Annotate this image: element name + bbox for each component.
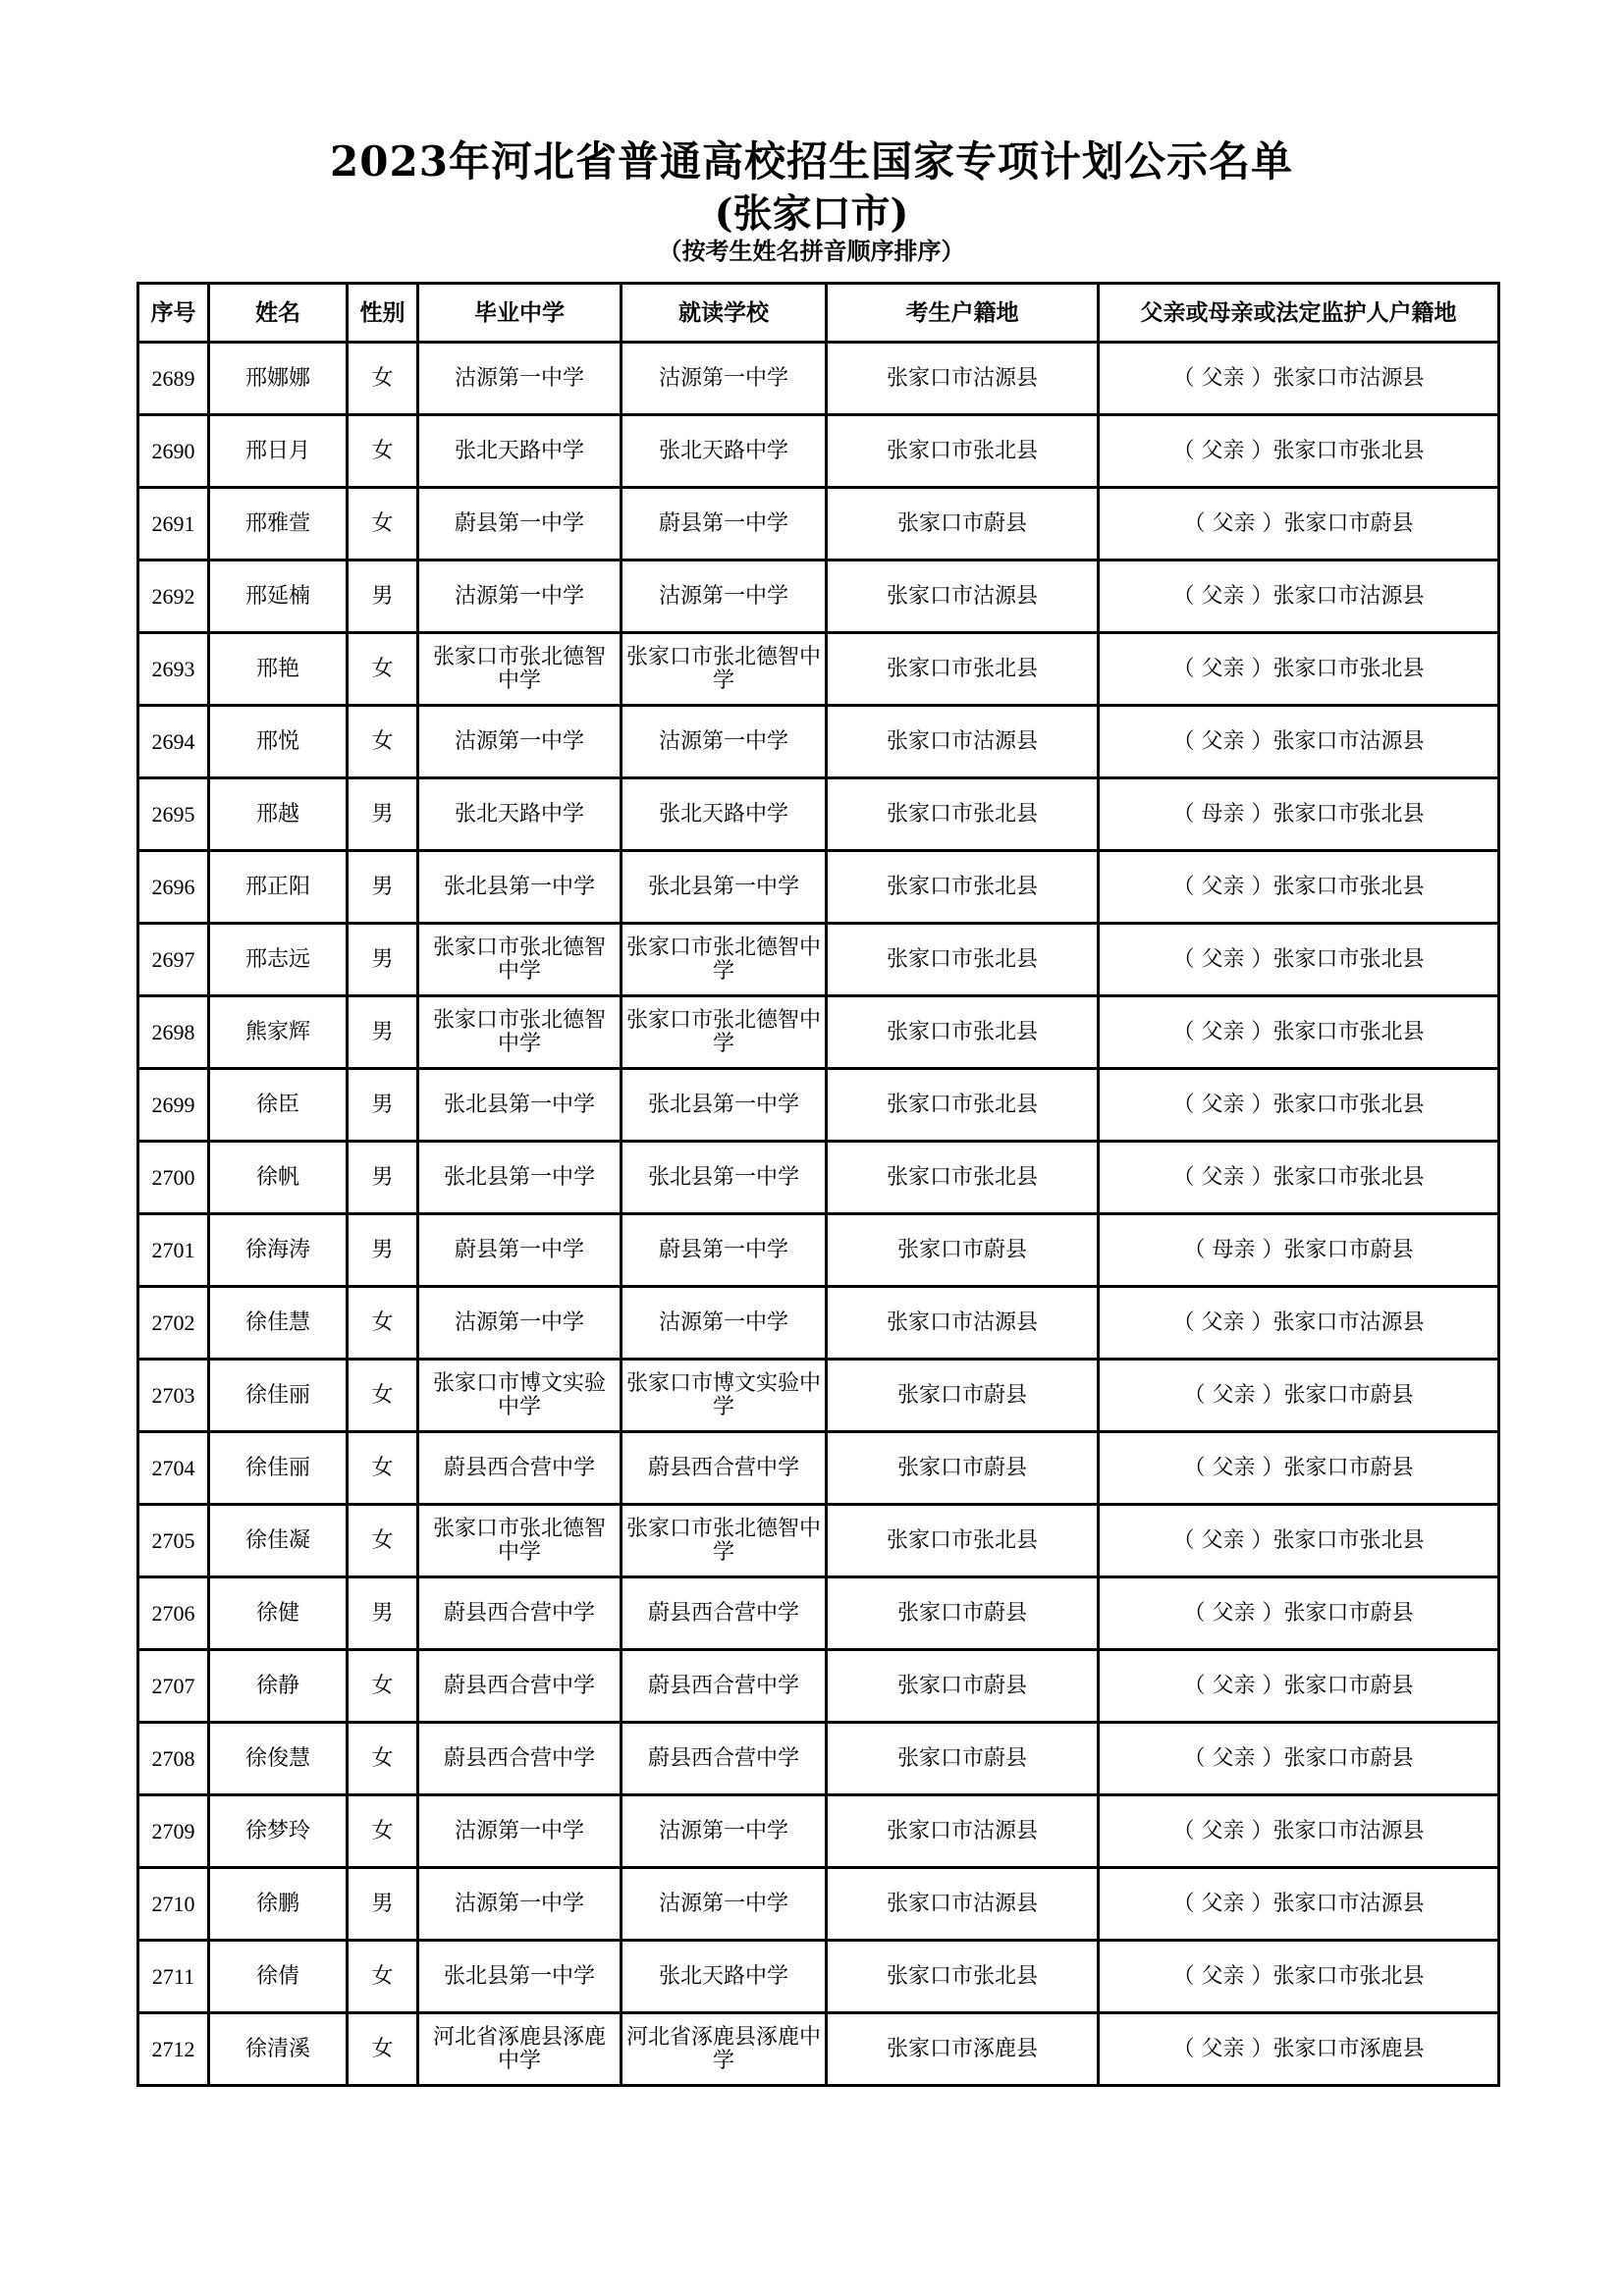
table-row	[138, 1650, 1499, 1723]
cell-gender: 男	[348, 1142, 418, 1214]
cell-gender: 女	[348, 1650, 418, 1723]
cell-graduation-school: 蔚县西合营中学	[418, 1650, 622, 1723]
cell-student-residence: 张家口市张北县	[827, 1505, 1099, 1577]
table-row	[138, 633, 1499, 706]
cell-serial-number: 2711	[138, 1941, 209, 2013]
cell-graduation-school: 沽源第一中学	[418, 343, 622, 415]
cell-gender: 男	[348, 924, 418, 996]
table-row	[138, 488, 1499, 561]
cell-gender: 女	[348, 1432, 418, 1505]
document-title: 2023年河北省普通高校招生国家专项计划公示名单	[330, 137, 1293, 186]
cell-current-school: 沽源第一中学	[622, 1868, 827, 1941]
cell-guardian-residence: （ 父亲 ）张家口市张北县	[1099, 1069, 1499, 1142]
cell-guardian-residence: （ 父亲 ）张家口市张北县	[1099, 924, 1499, 996]
cell-graduation-school: 沽源第一中学	[418, 1287, 622, 1360]
cell-name: 徐清溪	[209, 2013, 348, 2086]
cell-graduation-school: 张家口市张北德智中学	[418, 996, 622, 1069]
cell-guardian-residence: （ 父亲 ）张家口市蔚县	[1099, 1432, 1499, 1505]
cell-guardian-residence: （ 父亲 ）张家口市沽源县	[1099, 1795, 1499, 1868]
cell-serial-number: 2695	[138, 778, 209, 851]
cell-serial-number: 2689	[138, 343, 209, 415]
cell-guardian-residence: （ 父亲 ）张家口市蔚县	[1099, 1577, 1499, 1650]
cell-name: 徐佳丽	[209, 1360, 348, 1432]
cell-graduation-school: 蔚县第一中学	[418, 1214, 622, 1287]
header-current-school: 就读学校	[622, 284, 827, 343]
table-row	[138, 924, 1499, 996]
cell-gender: 男	[348, 1214, 418, 1287]
document-subtitle: (张家口市)	[714, 190, 909, 237]
cell-gender: 女	[348, 2013, 418, 2086]
cell-gender: 女	[348, 1795, 418, 1868]
cell-student-residence: 张家口市蔚县	[827, 1214, 1099, 1287]
cell-current-school: 张北天路中学	[622, 415, 827, 488]
cell-guardian-residence: （ 母亲 ）张家口市张北县	[1099, 778, 1499, 851]
header-student-residence: 考生户籍地	[827, 284, 1099, 343]
cell-serial-number: 2710	[138, 1868, 209, 1941]
cell-serial-number: 2690	[138, 415, 209, 488]
cell-name: 邢娜娜	[209, 343, 348, 415]
header-guardian-residence: 父亲或母亲或法定监护人户籍地	[1099, 284, 1499, 343]
cell-guardian-residence: （ 父亲 ）张家口市张北县	[1099, 1941, 1499, 2013]
table-row	[138, 1214, 1499, 1287]
cell-serial-number: 2703	[138, 1360, 209, 1432]
cell-serial-number: 2705	[138, 1505, 209, 1577]
cell-serial-number: 2700	[138, 1142, 209, 1214]
cell-student-residence: 张家口市张北县	[827, 924, 1099, 996]
cell-gender: 女	[348, 1723, 418, 1795]
table-row	[138, 1795, 1499, 1868]
cell-student-residence: 张家口市沽源县	[827, 561, 1099, 633]
cell-student-residence: 张家口市沽源县	[827, 706, 1099, 778]
cell-serial-number: 2699	[138, 1069, 209, 1142]
cell-student-residence: 张家口市蔚县	[827, 1723, 1099, 1795]
cell-graduation-school: 河北省涿鹿县涿鹿中学	[418, 2013, 622, 2086]
cell-guardian-residence: （ 父亲 ）张家口市蔚县	[1099, 1360, 1499, 1432]
table-row	[138, 706, 1499, 778]
cell-graduation-school: 张北天路中学	[418, 415, 622, 488]
cell-student-residence: 张家口市张北县	[827, 778, 1099, 851]
cell-gender: 男	[348, 1577, 418, 1650]
table-row	[138, 1577, 1499, 1650]
cell-guardian-residence: （ 父亲 ）张家口市沽源县	[1099, 561, 1499, 633]
cell-name: 邢志远	[209, 924, 348, 996]
cell-guardian-residence: （ 父亲 ）张家口市张北县	[1099, 851, 1499, 924]
cell-guardian-residence: （ 父亲 ）张家口市涿鹿县	[1099, 2013, 1499, 2086]
cell-graduation-school: 沽源第一中学	[418, 1868, 622, 1941]
cell-serial-number: 2693	[138, 633, 209, 706]
table-row	[138, 778, 1499, 851]
cell-graduation-school: 蔚县西合营中学	[418, 1432, 622, 1505]
cell-name: 徐佳丽	[209, 1432, 348, 1505]
cell-graduation-school: 蔚县西合营中学	[418, 1723, 622, 1795]
cell-graduation-school: 张家口市张北德智中学	[418, 633, 622, 706]
cell-student-residence: 张家口市蔚县	[827, 1360, 1099, 1432]
table-row	[138, 1142, 1499, 1214]
cell-guardian-residence: （ 父亲 ）张家口市张北县	[1099, 996, 1499, 1069]
table-row	[138, 1941, 1499, 2013]
cell-student-residence: 张家口市蔚县	[827, 488, 1099, 561]
cell-serial-number: 2712	[138, 2013, 209, 2086]
cell-current-school: 沽源第一中学	[622, 561, 827, 633]
cell-guardian-residence: （ 父亲 ）张家口市张北县	[1099, 415, 1499, 488]
cell-current-school: 沽源第一中学	[622, 343, 827, 415]
header-gender: 性别	[348, 284, 418, 343]
table-row	[138, 2013, 1499, 2086]
cell-gender: 女	[348, 1505, 418, 1577]
cell-gender: 女	[348, 1941, 418, 2013]
cell-name: 徐静	[209, 1650, 348, 1723]
cell-student-residence: 张家口市张北县	[827, 996, 1099, 1069]
cell-serial-number: 2696	[138, 851, 209, 924]
cell-serial-number: 2704	[138, 1432, 209, 1505]
cell-gender: 女	[348, 1360, 418, 1432]
cell-name: 邢日月	[209, 415, 348, 488]
table-row	[138, 1868, 1499, 1941]
cell-graduation-school: 张家口市博文实验中学	[418, 1360, 622, 1432]
cell-current-school: 张家口市张北德智中学	[622, 1505, 827, 1577]
table-row	[138, 1432, 1499, 1505]
cell-guardian-residence: （ 父亲 ）张家口市蔚县	[1099, 488, 1499, 561]
cell-graduation-school: 张家口市张北德智中学	[418, 924, 622, 996]
cell-serial-number: 2702	[138, 1287, 209, 1360]
cell-guardian-residence: （ 父亲 ）张家口市沽源县	[1099, 1868, 1499, 1941]
cell-name: 徐健	[209, 1577, 348, 1650]
cell-student-residence: 张家口市涿鹿县	[827, 2013, 1099, 2086]
table-row	[138, 1069, 1499, 1142]
cell-graduation-school: 张北县第一中学	[418, 1069, 622, 1142]
cell-name: 邢悦	[209, 706, 348, 778]
header-name: 姓名	[209, 284, 348, 343]
table-row	[138, 561, 1499, 633]
table-row	[138, 851, 1499, 924]
cell-name: 邢艳	[209, 633, 348, 706]
cell-student-residence: 张家口市张北县	[827, 633, 1099, 706]
cell-name: 徐海涛	[209, 1214, 348, 1287]
cell-current-school: 张家口市博文实验中学	[622, 1360, 827, 1432]
cell-current-school: 张北县第一中学	[622, 851, 827, 924]
cell-graduation-school: 张北县第一中学	[418, 851, 622, 924]
cell-gender: 男	[348, 1069, 418, 1142]
cell-name: 邢延楠	[209, 561, 348, 633]
cell-name: 徐帆	[209, 1142, 348, 1214]
cell-name: 邢雅萱	[209, 488, 348, 561]
table-row	[138, 1360, 1499, 1432]
cell-current-school: 沽源第一中学	[622, 706, 827, 778]
cell-gender: 男	[348, 561, 418, 633]
header-graduation-school: 毕业中学	[418, 284, 622, 343]
cell-guardian-residence: （ 母亲 ）张家口市蔚县	[1099, 1214, 1499, 1287]
cell-current-school: 蔚县第一中学	[622, 1214, 827, 1287]
cell-serial-number: 2701	[138, 1214, 209, 1287]
cell-graduation-school: 蔚县第一中学	[418, 488, 622, 561]
cell-serial-number: 2692	[138, 561, 209, 633]
cell-name: 徐臣	[209, 1069, 348, 1142]
cell-guardian-residence: （ 父亲 ）张家口市沽源县	[1099, 706, 1499, 778]
cell-graduation-school: 张北县第一中学	[418, 1941, 622, 2013]
cell-guardian-residence: （ 父亲 ）张家口市沽源县	[1099, 1287, 1499, 1360]
cell-current-school: 蔚县西合营中学	[622, 1650, 827, 1723]
cell-guardian-residence: （ 父亲 ）张家口市张北县	[1099, 1505, 1499, 1577]
cell-gender: 男	[348, 778, 418, 851]
cell-current-school: 沽源第一中学	[622, 1795, 827, 1868]
cell-graduation-school: 沽源第一中学	[418, 706, 622, 778]
cell-current-school: 张北天路中学	[622, 1941, 827, 2013]
cell-guardian-residence: （ 父亲 ）张家口市蔚县	[1099, 1650, 1499, 1723]
cell-name: 熊家辉	[209, 996, 348, 1069]
table-row	[138, 996, 1499, 1069]
cell-student-residence: 张家口市张北县	[827, 1142, 1099, 1214]
cell-serial-number: 2691	[138, 488, 209, 561]
cell-student-residence: 张家口市沽源县	[827, 1287, 1099, 1360]
cell-graduation-school: 沽源第一中学	[418, 1795, 622, 1868]
cell-gender: 女	[348, 488, 418, 561]
cell-student-residence: 张家口市张北县	[827, 1069, 1099, 1142]
cell-name: 邢越	[209, 778, 348, 851]
cell-current-school: 河北省涿鹿县涿鹿中学	[622, 2013, 827, 2086]
cell-graduation-school: 张家口市张北德智中学	[418, 1505, 622, 1577]
cell-graduation-school: 张北县第一中学	[418, 1142, 622, 1214]
cell-serial-number: 2697	[138, 924, 209, 996]
cell-guardian-residence: （ 父亲 ）张家口市沽源县	[1099, 343, 1499, 415]
cell-student-residence: 张家口市沽源县	[827, 1795, 1099, 1868]
cell-serial-number: 2706	[138, 1577, 209, 1650]
table-row	[138, 415, 1499, 488]
cell-current-school: 张家口市张北德智中学	[622, 633, 827, 706]
table-row	[138, 1723, 1499, 1795]
cell-graduation-school: 沽源第一中学	[418, 561, 622, 633]
cell-current-school: 蔚县西合营中学	[622, 1723, 827, 1795]
cell-gender: 女	[348, 706, 418, 778]
cell-serial-number: 2709	[138, 1795, 209, 1868]
cell-student-residence: 张家口市沽源县	[827, 343, 1099, 415]
cell-current-school: 蔚县西合营中学	[622, 1432, 827, 1505]
cell-name: 徐倩	[209, 1941, 348, 2013]
cell-current-school: 蔚县西合营中学	[622, 1577, 827, 1650]
cell-name: 徐佳凝	[209, 1505, 348, 1577]
sort-note: （按考生姓名拼音顺序排序）	[658, 237, 965, 265]
cell-serial-number: 2708	[138, 1723, 209, 1795]
cell-student-residence: 张家口市张北县	[827, 1941, 1099, 2013]
cell-current-school: 张北县第一中学	[622, 1069, 827, 1142]
cell-current-school: 张家口市张北德智中学	[622, 996, 827, 1069]
table-row	[138, 1505, 1499, 1577]
cell-student-residence: 张家口市沽源县	[827, 1868, 1099, 1941]
cell-guardian-residence: （ 父亲 ）张家口市蔚县	[1099, 1723, 1499, 1795]
cell-gender: 女	[348, 633, 418, 706]
cell-current-school: 张家口市张北德智中学	[622, 924, 827, 996]
cell-gender: 男	[348, 996, 418, 1069]
cell-student-residence: 张家口市蔚县	[827, 1432, 1099, 1505]
cell-gender: 男	[348, 1868, 418, 1941]
table-row	[138, 1287, 1499, 1360]
cell-name: 徐俊慧	[209, 1723, 348, 1795]
cell-gender: 女	[348, 343, 418, 415]
cell-guardian-residence: （ 父亲 ）张家口市张北县	[1099, 1142, 1499, 1214]
cell-name: 徐佳慧	[209, 1287, 348, 1360]
cell-serial-number: 2698	[138, 996, 209, 1069]
cell-student-residence: 张家口市蔚县	[827, 1650, 1099, 1723]
cell-gender: 男	[348, 851, 418, 924]
header-serial-number: 序号	[138, 284, 209, 343]
cell-name: 徐梦玲	[209, 1795, 348, 1868]
cell-student-residence: 张家口市蔚县	[827, 1577, 1099, 1650]
cell-gender: 女	[348, 1287, 418, 1360]
cell-current-school: 蔚县第一中学	[622, 488, 827, 561]
cell-gender: 女	[348, 415, 418, 488]
cell-student-residence: 张家口市张北县	[827, 415, 1099, 488]
table-row	[138, 343, 1499, 415]
cell-name: 徐鹏	[209, 1868, 348, 1941]
cell-serial-number: 2694	[138, 706, 209, 778]
table-header-row	[138, 284, 1499, 343]
cell-current-school: 张北县第一中学	[622, 1142, 827, 1214]
roster-table	[136, 282, 1500, 2087]
cell-student-residence: 张家口市张北县	[827, 851, 1099, 924]
cell-current-school: 沽源第一中学	[622, 1287, 827, 1360]
cell-serial-number: 2707	[138, 1650, 209, 1723]
cell-guardian-residence: （ 父亲 ）张家口市张北县	[1099, 633, 1499, 706]
cell-graduation-school: 蔚县西合营中学	[418, 1577, 622, 1650]
cell-name: 邢正阳	[209, 851, 348, 924]
cell-current-school: 张北天路中学	[622, 778, 827, 851]
cell-graduation-school: 张北天路中学	[418, 778, 622, 851]
